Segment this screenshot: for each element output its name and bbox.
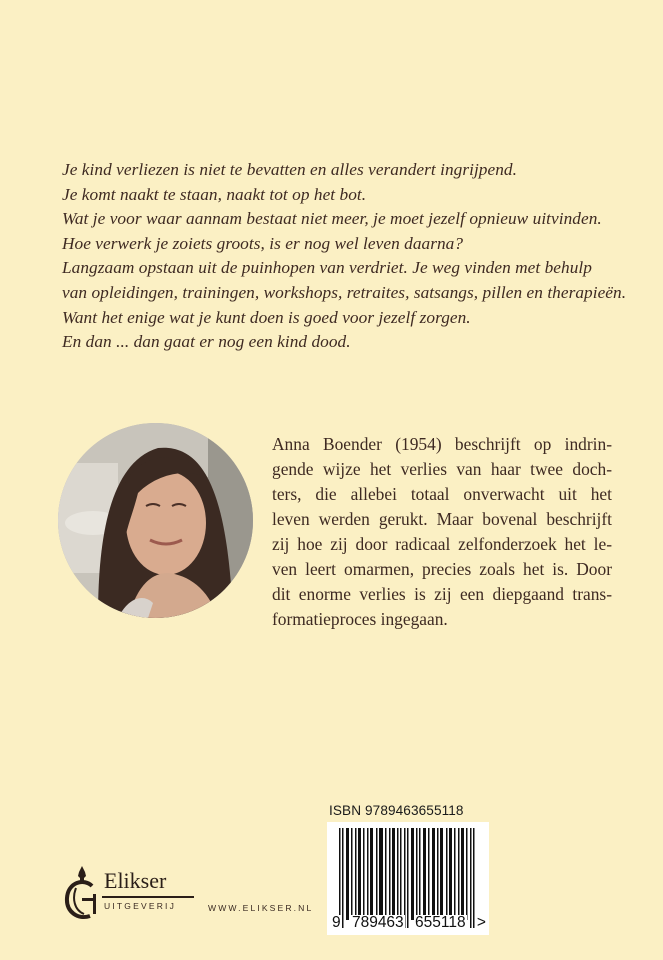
blurb-line: Je kind verliezen is niet te bevatten en alles verandert ingrijpend. [62,160,517,179]
bio-line: zij hoe zij door radicaal zelfonderzoek het le- [272,534,612,554]
blurb-line: Hoe verwerk je zoiets groots, is er nog wel leven daarna? [62,233,464,253]
publisher-subtitle: UITGEVERIJ [104,901,177,911]
bio-line: leven werden gerukt. Maar bovenal beschrijft [272,509,612,529]
publisher-website[interactable]: WWW.ELIKSER.NL [208,903,314,913]
barcode-digit-group: 9 [332,914,341,931]
blurb-line: Langzaam opstaan uit de puinhopen van verdriet. Je weg vinden met behulp [62,258,592,278]
blurb-line: van opleidingen, trainingen, workshops, retraites, satsangs, pillen en therapieën. [62,282,627,302]
blurb-text [62,158,662,355]
blurb-line: Wat je voor waar aannam bestaat niet meer, je moet jezelf opnieuw uitvinden. [62,209,602,229]
publisher-name: Elikser [104,868,167,893]
isbn-label: ISBN 9789463655118 [329,803,464,818]
barcode-digits [331,915,487,931]
publisher-logo [62,864,202,920]
bio-line: ven leert omarmen, precies zoals het is. Door [272,559,612,579]
publisher-divider [102,896,194,898]
bio-line: ters, die allebei totaal onverwacht uit het [272,484,612,504]
author-photo [58,423,253,618]
blurb-line: Je komt naakt te staan, naakt tot op het bot. [62,184,367,204]
blurb-line: Want het enige wat je kunt doen is goed voor jezelf zorgen. [62,307,471,327]
author-bio [272,432,612,632]
publisher-emblem-icon [62,864,102,924]
portrait-illustration-icon [58,423,253,618]
blurb-line: En dan ... dan gaat er nog een kind dood. [62,332,351,352]
bio-line: formatieproces ingegaan. [272,609,448,629]
bio-line: dit enorme verlies is zij een diepgaand trans- [272,584,612,604]
bio-line: gende wijze het verlies van haar twee doch- [272,459,612,479]
bio-line: Anna Boender (1954) beschrijft op indrin- [272,434,612,454]
barcode-digit-group: > [476,914,486,931]
barcode-digit-group: 655118 [415,914,466,931]
isbn-block [327,803,489,935]
barcode [327,822,489,935]
barcode-digit-group: 789463 [351,914,404,931]
